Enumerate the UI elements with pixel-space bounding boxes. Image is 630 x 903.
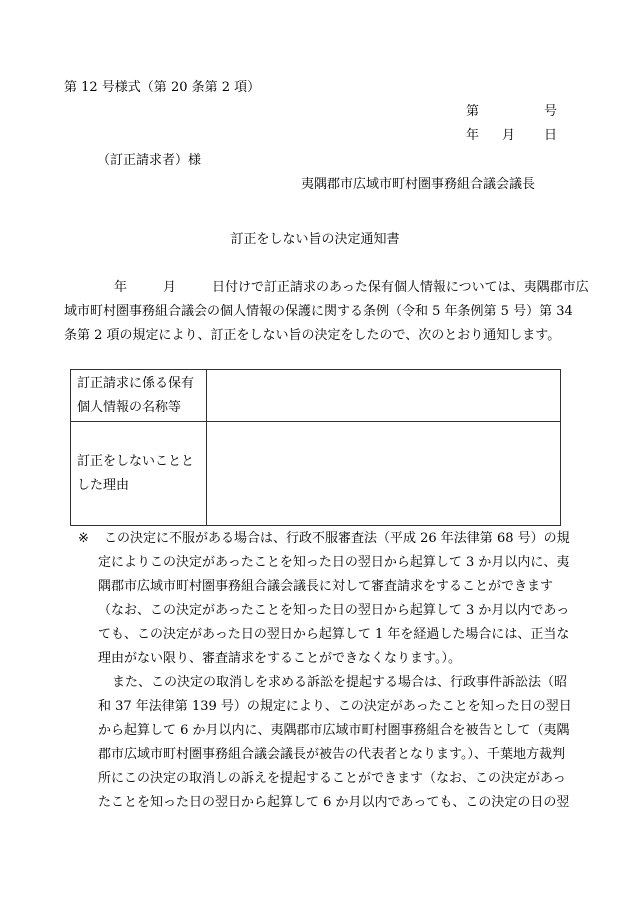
table-row: [71, 422, 561, 526]
table-label-cell: [71, 422, 207, 526]
notice-line: この決定に不服がある場合は、行政不服審査法（平成 26 年法律第 68 号）の規: [104, 531, 570, 546]
notice-section: [64, 527, 574, 815]
notice-line: 定によりこの決定があったことを知った日の翌日から起算して 3 か月以内に、夷: [98, 555, 570, 570]
row1-value-cell: [207, 370, 561, 422]
form-number: 第 12 号様式（第 20 条第 2 項）: [64, 80, 261, 95]
body-line-1-text: 日付けで訂正請求のあった保有個人情報については、夷隅郡市広: [212, 280, 589, 295]
notice-line: また、この決定の取消しを求める訴訟を提起する場合は、行政事件訴訟法（昭: [112, 675, 568, 690]
body-line-2: 域市町村圏事務組合議会の個人情報の保護に関する条例（令和 5 年条例第 5 号）第 34: [64, 304, 573, 319]
sender: 夷隅郡市広域市町村圏事務組合議会議長: [301, 177, 536, 192]
notice-line: （なお、この決定があったことを知った日の翌日から起算して 3 か月以内であっ: [98, 603, 570, 618]
notice-line: 隅郡市広域市町村圏事務組合議会議長に対して審査請求をすることができます: [98, 579, 554, 594]
notice-mark: ※: [78, 531, 89, 546]
document-number-suffix: 号: [544, 104, 558, 119]
body-year-label: 年: [114, 280, 128, 295]
notice-line: ても、この決定があった日の翌日から起算して 1 年を経過した場合には、正当な: [98, 627, 570, 642]
date-month-label: 月: [502, 128, 516, 143]
row2-label-line2: した理由: [77, 477, 130, 493]
body-line-1: [64, 276, 589, 300]
notice-line: 和 37 年法律第 139 号）の規定により、この決定があったことを知った日の翌日: [98, 699, 572, 714]
table-row: [71, 370, 561, 422]
date-year-label: 年: [466, 128, 480, 143]
document-title: 訂正をしない旨の決定通知書: [230, 232, 400, 247]
body-month-label: 月: [163, 280, 177, 295]
body-line-3: 条第 2 項の規定により、訂正をしない旨の決定をしたので、次のとおり通知します。: [64, 328, 561, 343]
date-day-label: 日: [544, 128, 558, 143]
row2-value-cell: [207, 422, 561, 526]
info-table: [70, 369, 561, 526]
table-label-cell: [71, 370, 207, 422]
document-number-label: 第: [466, 104, 480, 119]
notice-line: 所にこの決定の取消しの訴えを提起することができます（なお、この決定があっ: [98, 771, 566, 786]
row1-label-line2: 個人情報の名称等: [77, 399, 182, 415]
notice-line: から起算して 6 か月以内に、夷隅郡市広域市町村圏事務組合を被告として（夷隅: [98, 723, 570, 738]
notice-line: たことを知った日の翌日から起算して 6 か月以内であっても、この決定の日の翌: [98, 795, 570, 810]
body-paragraph: [64, 276, 589, 348]
row1-label-line1: 訂正請求に係る保有: [77, 375, 195, 391]
notice-line: 郡市広域市町村圏事務組合議会議長が被告の代表者となります。）、千葉地方裁判: [98, 747, 565, 762]
row2-label-line1: 訂正をしないことと: [77, 453, 195, 469]
notice-line: 理由がない限り、審査請求をすることができなくなります。）。: [98, 651, 461, 666]
addressee: （訂正請求者）様: [97, 153, 202, 168]
